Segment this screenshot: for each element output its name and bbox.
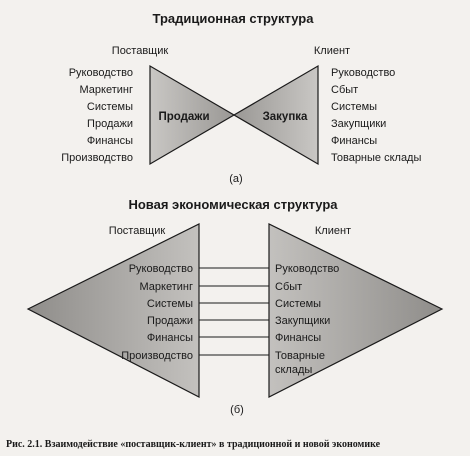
client-item-a: Руководство xyxy=(331,67,396,79)
supplier-item-a: Маркетинг xyxy=(79,84,133,96)
supplier-label-a: Поставщик xyxy=(111,45,169,57)
client-item-b: склады xyxy=(275,364,313,376)
client-item-b: Сбыт xyxy=(275,281,303,293)
supplier-item-b: Маркетинг xyxy=(139,281,193,293)
client-label-a: Клиент xyxy=(313,45,351,57)
supplier-item-a: Производство xyxy=(61,152,133,164)
supplier-item-b: Продажи xyxy=(147,315,193,327)
supplier-item-a: Продажи xyxy=(87,118,133,130)
client-item-b: Закупщики xyxy=(275,315,331,327)
client-item-b: Системы xyxy=(275,298,322,310)
purchase-center-label: Закупка xyxy=(262,111,308,123)
client-label-b: Клиент xyxy=(314,225,352,237)
client-item-b: Товарные xyxy=(275,350,326,362)
sales-center-label: Продажи xyxy=(158,111,210,123)
client-item-b: Финансы xyxy=(275,332,322,344)
supplier-item-b: Системы xyxy=(146,298,193,310)
supplier-functions-list-a xyxy=(61,67,133,164)
title-traditional: Традиционная структура xyxy=(152,11,314,26)
supplier-item-a: Системы xyxy=(86,101,133,113)
client-item-b: Руководство xyxy=(275,263,340,275)
client-item-a: Товарные склады xyxy=(331,152,422,164)
sublabel-a: (а) xyxy=(229,173,243,185)
supplier-item-b: Производство xyxy=(121,350,193,362)
client-functions-list-a xyxy=(331,67,421,164)
client-item-a: Финансы xyxy=(331,135,378,147)
supplier-triangle-b xyxy=(28,224,199,397)
sublabel-b: (б) xyxy=(230,404,244,416)
connector-lines xyxy=(199,268,269,355)
supplier-item-a: Руководство xyxy=(68,67,133,79)
supplier-item-b: Руководство xyxy=(128,263,193,275)
client-item-a: Закупщики xyxy=(331,118,387,130)
supplier-item-b: Финансы xyxy=(146,332,193,344)
figure-caption: Рис. 2.1. Взаимодействие «поставщик-клиент» в традиционной и новой экономике xyxy=(6,439,381,450)
supplier-item-a: Финансы xyxy=(86,135,133,147)
client-item-a: Сбыт xyxy=(331,84,359,96)
client-item-a: Системы xyxy=(331,101,378,113)
supplier-label-b: Поставщик xyxy=(108,225,166,237)
title-new-economy: Новая экономическая структура xyxy=(128,197,338,212)
